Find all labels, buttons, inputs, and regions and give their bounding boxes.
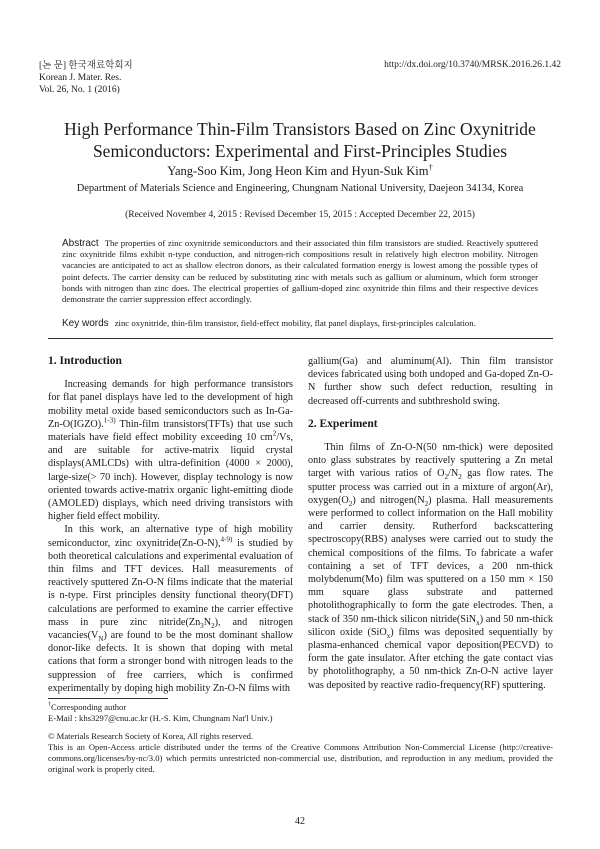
journal-header <box>39 60 133 96</box>
copyright-line: © Materials Research Society of Korea, All rights reserved. <box>48 731 254 741</box>
authors-text: Yang-Soo Kim, Jong Heon Kim and Hyun-Suk Kim <box>167 164 429 178</box>
author-list <box>40 161 560 179</box>
keywords-label: Key words <box>62 318 109 329</box>
keywords <box>62 318 538 329</box>
experiment-heading: 2. Experiment <box>308 417 378 430</box>
intro-heading: 1. Introduction <box>48 355 122 367</box>
keywords-text: zinc oxynitride, thin-film transistor, field-effect mobility, flat panel displays, first-principles calculation. <box>114 318 476 328</box>
paper-title <box>40 118 560 162</box>
intro-paragraph-2: In this work, an alternative type of high mobility semiconductor, zinc oxynitride(Zn-O-N),$^{4-9)}$ is studied by both theoretical calculations and experimental evaluation of thin films and TFT devices. Hall measurements of reactively sputtered Zn-O-N films indicate that the material is n-type. First principles density functional theory(DFT) calculations are performed to examine the carrier effective mass in pure zinc $nitride(Zn_3N_2)$, and nitrogen $vacancies(V_N)$ are found to be the most dominant shallow donor-like defects. It is shown that doping with metal cations that form a stronger bond with nitrogen leads to the suppression of free carriers, which is confirmed experimentally by doping high mobility Zn-O-N films with <box>48 524 293 694</box>
intro-paragraph-2-continued: gallium(Ga) and aluminum(Al). Thin film transistor devices fabricated using both undoped and Ga-doped Zn-O-N further show such defect reduction, resulting in decreased off-currents and subthreshold swing. <box>308 356 553 407</box>
intro-paragraph-1: Increasing demands for high performance transistors for flat panel displays have led to the development of high mobility metal oxide based semiconductors such as In-Ga-Zn-O(IGZO).$^{1-3)}$ Thin-film transistors(TFTs) that use such materials have field effect mobility exceeding 10 $cm^2/Vs$, and are suitable for active-matrix liquid crystal displays(AMLCDs) with ultra-definition (4000 × 2000), large-size(> 70 inch). However, display technology is now oriented towards active-matrix organic light-emitting diode (AMOLED) displays, which need driving transistors with higher field effect mobility. <box>48 379 293 523</box>
footnote-divider <box>48 698 168 699</box>
journal-volume: Vol. 26, No. 1 (2016) <box>39 85 120 95</box>
abstract-label: Abstract <box>62 238 99 249</box>
journal-name-korean: [논 문] 한국재료학회지 <box>39 61 133 71</box>
journal-name: Korean J. Mater. Res. <box>39 73 122 83</box>
right-column <box>308 355 553 692</box>
left-column <box>48 355 293 695</box>
corresponding-mark: † <box>428 161 433 172</box>
abstract-text: The properties of zinc oxynitride semiconductors and their associated thin film transistors are studied. Reactively sputtered zinc oxynitride films exhibit n-type conduction, and nitrogen-rich compositions result in relatively high electron mobility. Nitrogen vacancies are anticipated to act as shallow electron donors, as their calculated formation energy is lowest among the possible types of point defects. The carrier density can be reduced by substituting zinc with metals such as gallium or aluminum, which form stronger bonds with nitrogen than zinc does. The electrical properties of gallium-doped zinc oxynitride thin films and their respective devices demonstrate the carrier suppression effect accordingly. <box>62 238 538 305</box>
author-email: E-Mail : khs3297@cnu.ac.kr (H.-S. Kim, Chungnam Nat'l Univ.) <box>48 713 273 723</box>
corresponding-author-note <box>48 702 553 724</box>
corresponding-label: Corresponding author <box>51 702 127 712</box>
affiliation: Department of Materials Science and Engineering, Chungnam National University, Daejeon 34134, Korea <box>76 183 524 194</box>
abstract <box>62 238 538 305</box>
title-line-1: High Performance Thin-Film Transistors Based on Zinc Oxynitride <box>64 119 536 139</box>
received-dates: (Received November 4, 2015 : Revised December 15, 2015 : Accepted December 22, 2015) <box>125 210 475 220</box>
section-divider <box>48 338 553 339</box>
footnote-mark: † <box>48 702 52 709</box>
page-number: 42 <box>295 816 305 827</box>
license-text: This is an Open-Access article distributed under the terms of the Creative Commons Attribution Non-Commercial License (http://creative-commons.org/licenses/by-nc/3.0) which permits unrestricted non-commercial use, distribution, and reproduction in any medium, provided the original work is properly cited. <box>48 742 553 774</box>
experiment-paragraph: Thin films of Zn-O-N(50 nm-thick) were deposited onto glass substrates by reactively sputtering a Zn metal target with various ratios of $O_2/N_2$ gas flow rates. The sputter process was carried out in a mixture of argon(Ar), $oxygen(O_2)$ and $nitrogen(N_2)$ plasma. Hall measurements were performed to collect information on the Hall mobility and carrier density. Rutherford backscattering spectroscopy(RBS) analyses were carried out to study the chemical compositions of the films. To fabricate a wafer containing a set of TFT devices, a 200 nm-thick molybdenum(Mo) film was sputtered on a 150 mm × 150 mm square glass substrate and patterned photolithographically to form the gate electrodes. Then, a stack of 350 nm-thick silicon nitride(SiN$_x$) and 50 nm-thick silicon oxide (SiO$_x$) films was deposited sequentially by plasma-enhanced chemical vapor deposition(PECVD) to form the gate insulator. After etching the gate contact vias by photolithography, a 50 nm-thick Zn-O-N active layer was deposited by reactive radio-frequency(RF) sputtering. <box>308 442 553 691</box>
title-line-2: Semiconductors: Experimental and First-Principles Studies <box>92 141 508 161</box>
doi-link[interactable]: http://dx.doi.org/10.3740/MRSK.2016.26.1.42 <box>384 60 561 70</box>
license-note <box>48 731 553 775</box>
